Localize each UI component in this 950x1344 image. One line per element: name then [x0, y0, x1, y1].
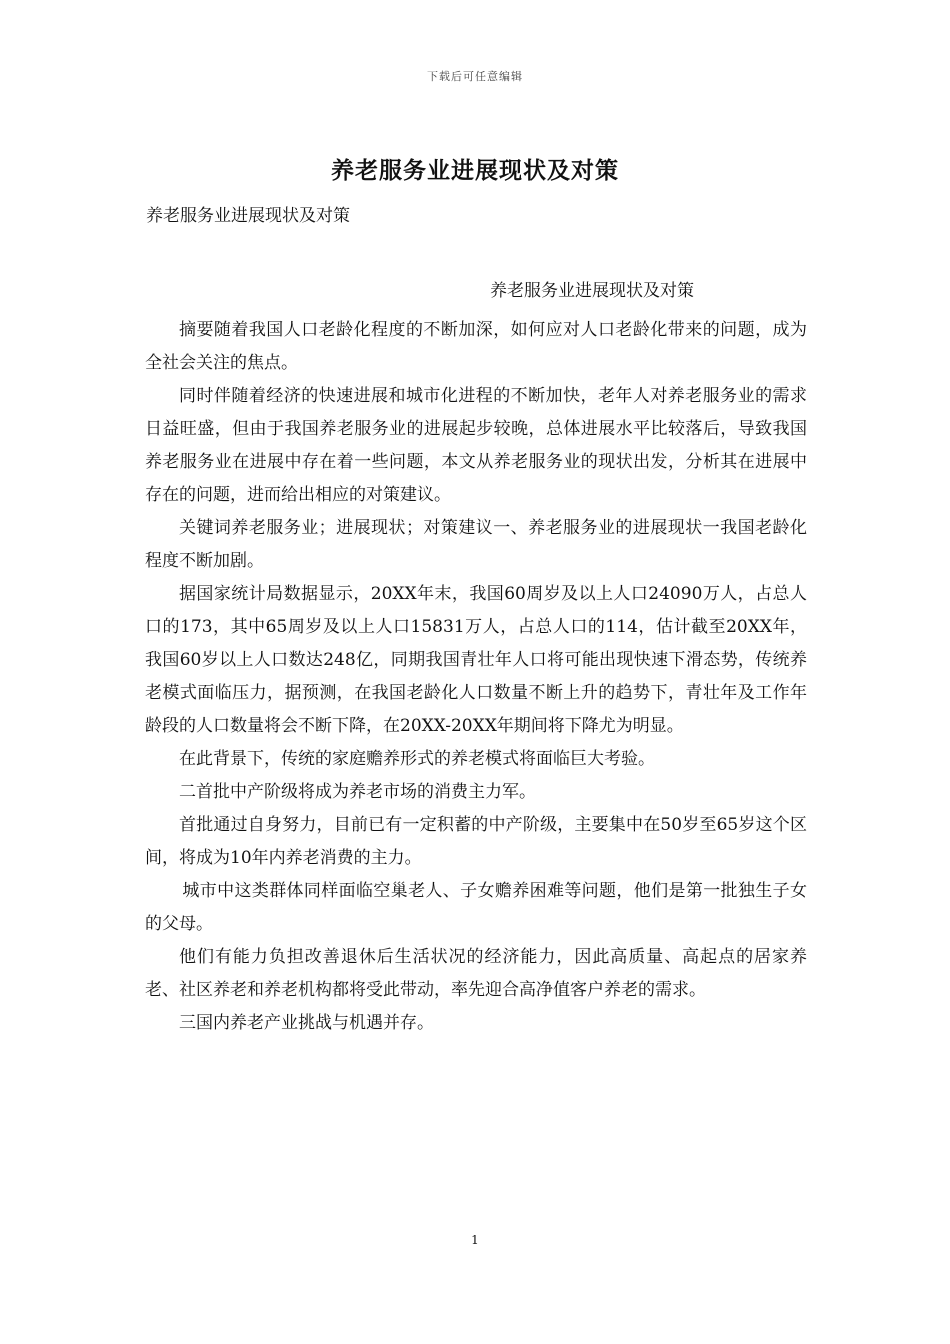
- paragraph: 同时伴随着经济的快速进展和城市化进程的不断加快，老年人对养老服务业的需求日益旺盛，但由于我国养老服务业的进展起步较晚，总体进展水平比较落后，导致我国养老服务业在进展中存在着一些问题，本文从养老服务业的现状出发，分析其在进展中存在的问题，进而给出相应的对策建议。: [145, 386, 807, 505]
- paragraph: 城市中这类群体同样面临空巢老人、子女赡养困难等问题，他们是第一批独生子女的父母。: [145, 881, 807, 934]
- subtitle: 养老服务业进展现状及对策: [146, 206, 350, 226]
- paragraph: 首批通过自身努力，目前已有一定积蓄的中产阶级，主要集中在50岁至65岁这个区间，将成为10年内养老消费的主力。: [145, 815, 807, 868]
- paragraph: 三国内养老产业挑战与机遇并存。: [179, 1013, 434, 1033]
- page-number: 1: [471, 1233, 479, 1247]
- paragraph: 在此背景下，传统的家庭赡养形式的养老模式将面临巨大考验。: [179, 749, 655, 769]
- paragraph: 二首批中产阶级将成为养老市场的消费主力军。: [179, 782, 536, 802]
- page-title: 养老服务业进展现状及对策: [331, 157, 619, 184]
- body-text: [145, 314, 807, 1040]
- paragraph: 摘要随着我国人口老龄化程度的不断加深，如何应对人口老龄化带来的问题，成为全社会关注的焦点。: [145, 320, 807, 373]
- header-note: 下载后可任意编辑: [427, 70, 523, 83]
- paragraph: 关键词养老服务业；进展现状；对策建议一、养老服务业的进展现状一我国老龄化程度不断加剧。: [145, 518, 807, 571]
- paragraph: 据国家统计局数据显示，20XX年末，我国60周岁及以上人口24090万人，占总人口的173，其中65周岁及以上人口15831万人，占总人口的114，估计截至20XX年，我国60岁以上人口数达248亿，同期我国青壮年人口将可能出现快速下滑态势，传统养老模式面临压力，据预测，在我国老龄化人口数量不断上升的趋势下，青壮年及工作年龄段的人口数量将会不断下降，在20XX-20XX年期间将下降尤为明显。: [145, 584, 807, 736]
- paragraph: 他们有能力负担改善退休后生活状况的经济能力，因此高质量、高起点的居家养老、社区养老和养老机构都将受此带动，率先迎合高净值客户养老的需求。: [145, 947, 807, 1000]
- inner-title: 养老服务业进展现状及对策: [490, 281, 694, 301]
